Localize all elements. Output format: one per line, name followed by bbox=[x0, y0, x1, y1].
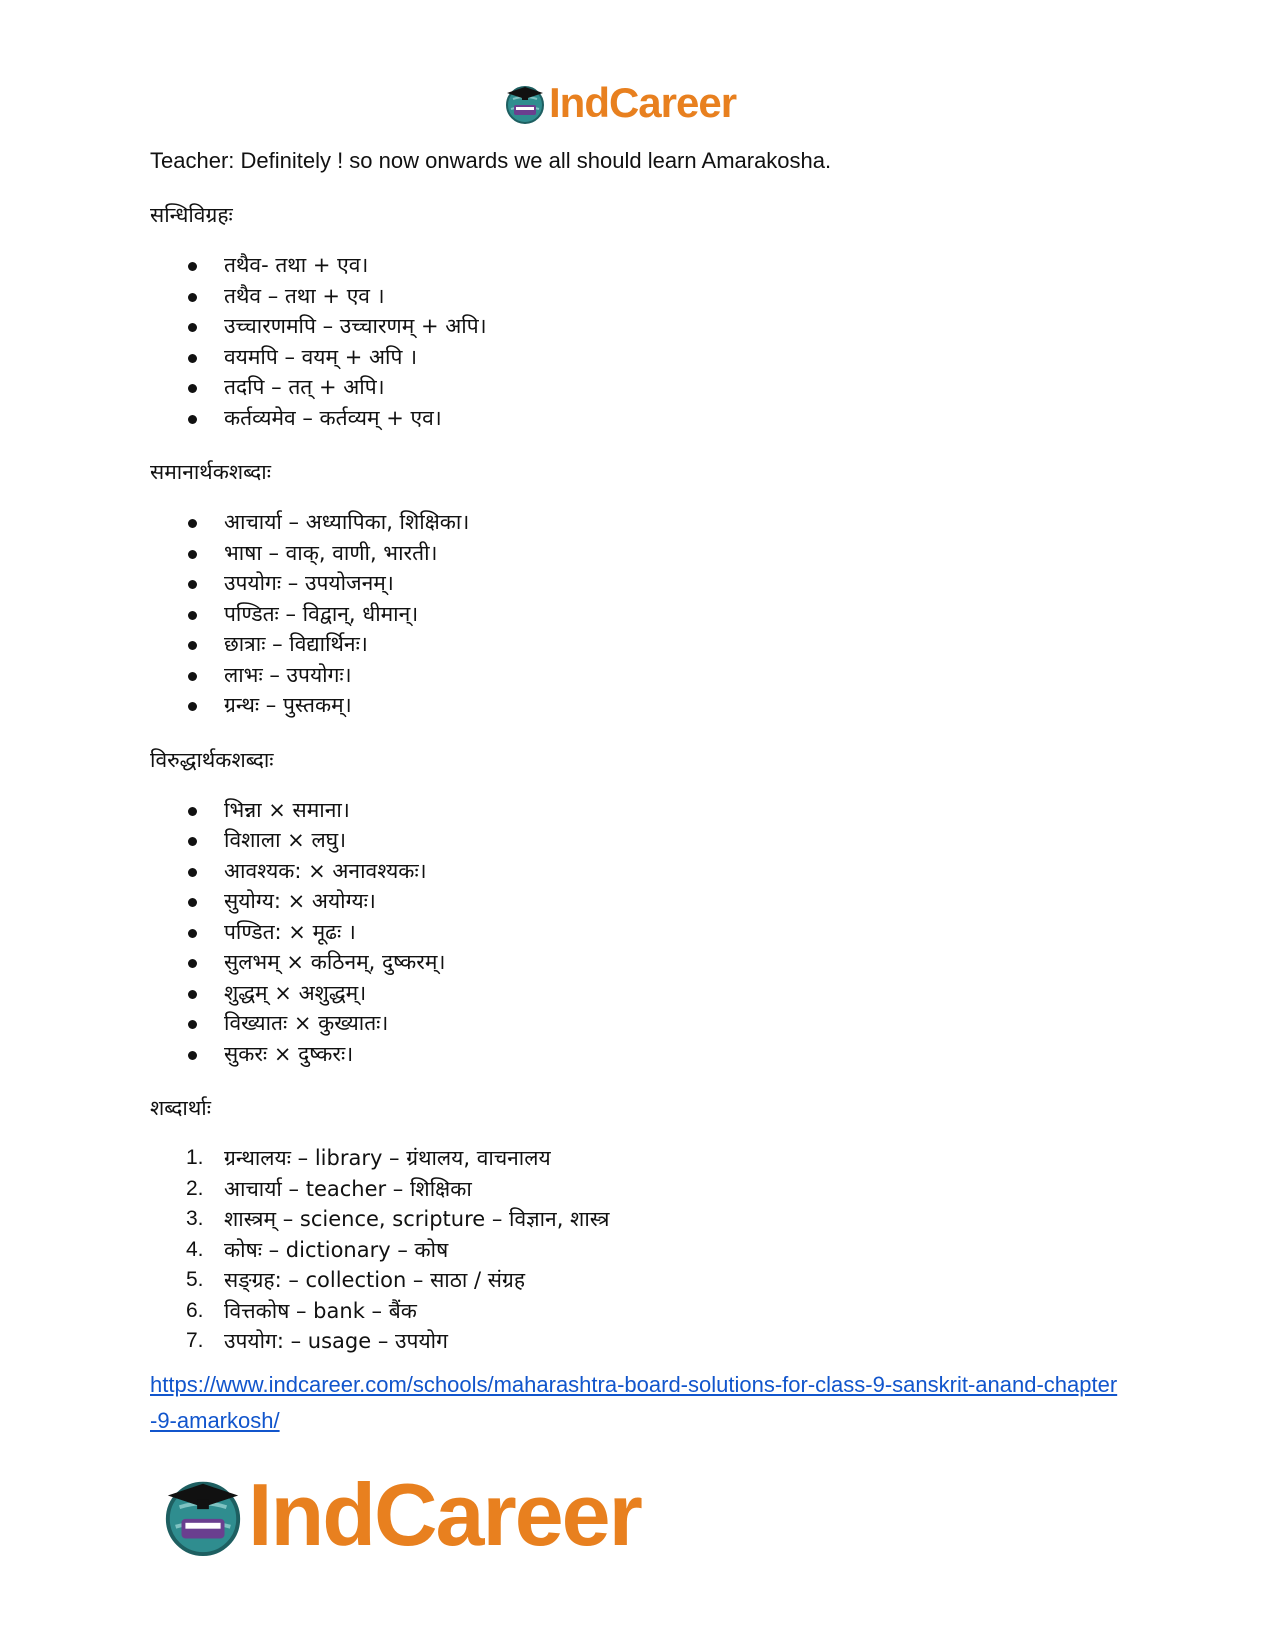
source-link[interactable]: https://www.indcareer.com/schools/maharashtra-board-solutions-for-class-9-sanskrit-anand-chapter-9-amarkosh/ bbox=[150, 1371, 1118, 1433]
section-heading-antonyms: विरुद्धार्थकशब्दाः bbox=[150, 747, 274, 772]
list-item: तथैव – तथा + एव । bbox=[150, 281, 1130, 312]
list-item: 1. ग्रन्थालयः – library – ग्रंथालय, वाचनालय bbox=[186, 1146, 551, 1170]
bullet-icon bbox=[188, 1020, 197, 1029]
bullet-icon bbox=[188, 672, 197, 681]
bullet-icon bbox=[188, 837, 197, 846]
synonyms-list bbox=[150, 507, 1130, 721]
bullet-icon bbox=[188, 702, 197, 711]
globe-graduation-cap-icon bbox=[503, 81, 547, 125]
list-item: तथैव- तथा + एव। bbox=[150, 250, 1130, 281]
bullet-icon bbox=[188, 354, 197, 363]
bullet-icon bbox=[188, 898, 197, 907]
list-item: लाभः – उपयोगः। bbox=[150, 660, 1130, 691]
intro-text: Teacher: Definitely ! so now onwards we all should learn Amarakosha. bbox=[150, 148, 832, 173]
bullet-icon bbox=[188, 611, 197, 620]
bullet-icon bbox=[188, 1051, 197, 1060]
list-item: तदपि – तत् + अपि। bbox=[150, 372, 1130, 403]
list-item: उच्चारणमपि – उच्चारणम् + अपि। bbox=[150, 311, 1130, 342]
footer-logo bbox=[160, 1465, 641, 1565]
section-heading-synonyms: समानार्थकशब्दाः bbox=[150, 460, 271, 484]
bullet-icon bbox=[188, 262, 197, 271]
bullet-icon bbox=[188, 959, 197, 968]
list-item: 4. कोषः – dictionary – कोष bbox=[186, 1237, 449, 1262]
list-item: पण्डित: × मूढः । bbox=[150, 917, 1130, 948]
list-item: भिन्ना × समाना। bbox=[150, 795, 1130, 826]
list-item: 6. वित्तकोष – bank – बैंक bbox=[186, 1298, 417, 1323]
section-heading-glossary: शब्दार्थाः bbox=[150, 1096, 211, 1120]
logo-wordmark: IndCareer bbox=[248, 1465, 641, 1564]
bullet-icon bbox=[188, 384, 197, 393]
bullet-icon bbox=[188, 929, 197, 938]
list-item: आचार्या – अध्यापिका, शिक्षिका। bbox=[150, 507, 1130, 538]
list-item: भाषा – वाक्, वाणी, भारती। bbox=[150, 538, 1130, 569]
bullet-icon bbox=[188, 868, 197, 877]
sandhi-list bbox=[150, 250, 1130, 433]
list-item: सुकरः × दुष्करः। bbox=[150, 1039, 1130, 1070]
globe-graduation-cap-icon bbox=[160, 1472, 246, 1558]
bullet-icon bbox=[188, 293, 197, 302]
list-item: आवश्यक: × अनावश्यकः। bbox=[150, 856, 1130, 887]
list-item: 7. उपयोग: – usage – उपयोग bbox=[186, 1329, 448, 1353]
bullet-icon bbox=[188, 323, 197, 332]
logo-wordmark: IndCareer bbox=[549, 79, 737, 126]
bullet-icon bbox=[188, 550, 197, 559]
list-item: 3. शास्त्रम् – science, scripture – विज्ञान, शास्त्र bbox=[186, 1207, 610, 1231]
list-item: सुलभम् × कठिनम्, दुष्करम्। bbox=[150, 947, 1130, 978]
list-item: 2. आचार्या – teacher – शिक्षिका bbox=[186, 1176, 472, 1201]
bullet-icon bbox=[188, 990, 197, 999]
list-item: विशाला × लघु। bbox=[150, 825, 1130, 856]
bullet-icon bbox=[188, 519, 197, 528]
list-item: कर्तव्यमेव – कर्तव्यम् + एव। bbox=[150, 403, 1130, 434]
main-content bbox=[150, 146, 1130, 1439]
bullet-icon bbox=[188, 415, 197, 424]
bullet-icon bbox=[188, 807, 197, 816]
list-item: उपयोगः – उपयोजनम्। bbox=[150, 568, 1130, 599]
list-item: 5. सङ्ग्रह: – collection – साठा / संग्रह bbox=[186, 1268, 525, 1292]
list-item: विख्यातः × कुख्यातः। bbox=[150, 1008, 1130, 1039]
list-item: ग्रन्थः – पुस्तकम्। bbox=[150, 690, 1130, 721]
section-heading-sandhi: सन्धिविग्रहः bbox=[150, 203, 233, 227]
list-item: सुयोग्य: × अयोग्यः। bbox=[150, 886, 1130, 917]
bullet-icon bbox=[188, 580, 197, 589]
list-item: छात्राः – विद्यार्थिनः। bbox=[150, 629, 1130, 660]
list-item: वयमपि – वयम् + अपि । bbox=[150, 342, 1130, 373]
header-logo bbox=[503, 78, 736, 128]
bullet-icon bbox=[188, 641, 197, 650]
antonyms-list bbox=[150, 795, 1130, 1070]
glossary-list bbox=[150, 1143, 1130, 1357]
list-item: पण्डितः – विद्वान्, धीमान्। bbox=[150, 599, 1130, 630]
list-item: शुद्धम् × अशुद्धम्। bbox=[150, 978, 1130, 1009]
